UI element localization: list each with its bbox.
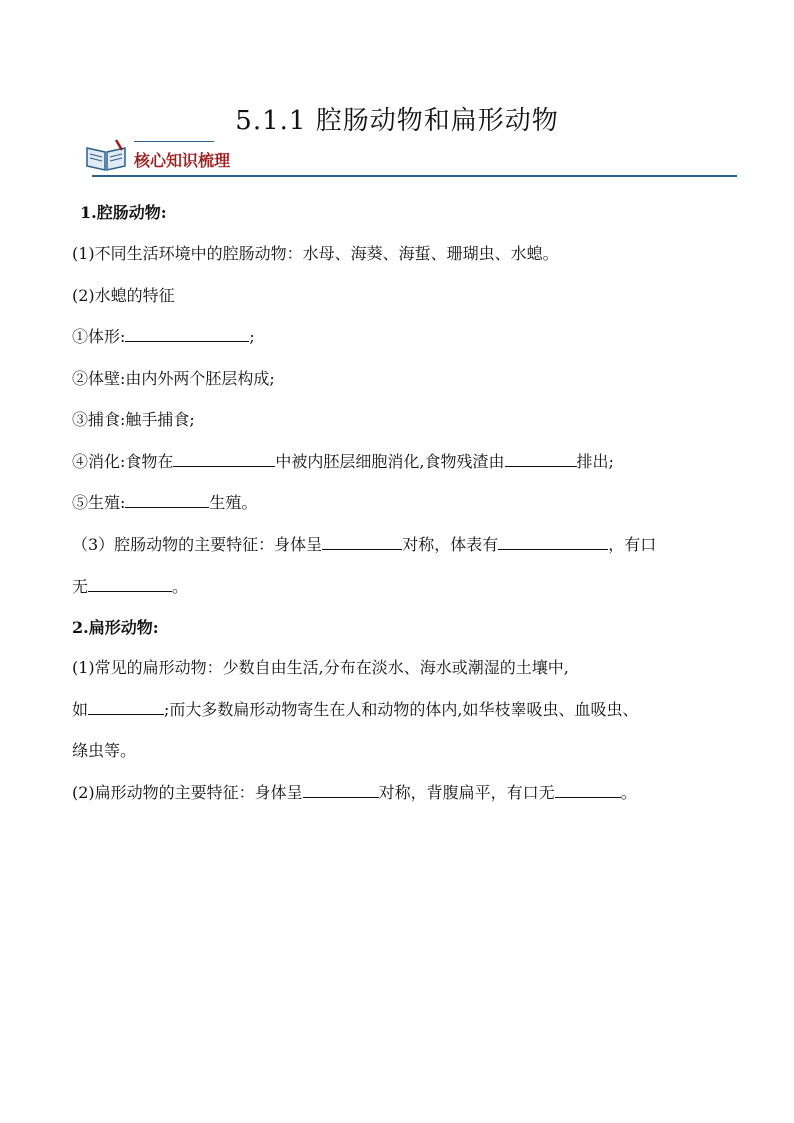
text-line [72,697,639,720]
text-segment: 如 [72,700,89,719]
text-line [72,324,255,347]
section-heading: 1.腔肠动物: [80,203,167,222]
text-segment: ⑤生殖: [72,493,126,512]
text-segment: 排出; [576,452,614,471]
answer-blank[interactable] [173,451,275,467]
answer-blank[interactable] [505,451,577,467]
text-segment: 对称，背腹扁平，有口无 [378,783,555,802]
text-line [72,574,188,597]
text-segment: 无 [72,577,89,596]
text-segment: ①体形: [72,327,126,346]
answer-blank[interactable] [498,534,608,550]
answer-blank[interactable] [125,326,249,342]
text-segment: 生殖。 [209,493,258,512]
text-line [72,780,637,803]
answer-blank[interactable] [125,492,209,508]
text-line: 绦虫等。 [72,741,137,760]
text-segment: (2)扁形动物的主要特征：身体呈 [72,783,303,802]
answer-blank[interactable] [88,699,164,715]
text-line: ③捕食:触手捕食; [72,410,195,429]
text-line [72,532,656,555]
page-title: 5.1.1 腔肠动物和扁形动物 [235,106,559,136]
text-segment: 。 [172,577,189,596]
text-segment: ，有口 [608,535,657,554]
text-segment: ④消化:食物在 [72,452,174,471]
text-segment: ; [249,327,255,346]
text-line [72,449,614,472]
text-line: (2)水螅的特征 [72,286,175,305]
section-header: 核心知识梳理 [134,151,231,170]
text-segment: 对称，体表有 [402,535,499,554]
text-segment: （3）腔肠动物的主要特征：身体呈 [72,535,323,554]
answer-blank[interactable] [303,782,379,798]
header-rule [92,175,737,177]
section-heading: 2.扁形动物: [72,618,159,637]
text-segment: 。 [620,783,637,802]
answer-blank[interactable] [88,576,172,592]
text-line: (1)不同生活环境中的腔肠动物：水母、海葵、海蜇、珊瑚虫、水螅。 [72,244,559,263]
text-line [72,490,257,513]
text-segment: 中被内胚层细胞消化,食物残渣由 [275,452,505,471]
text-segment: ;而大多数扁形动物寄生在人和动物的体内,如华枝睾吸虫、血吸虫、 [164,700,639,719]
answer-blank[interactable] [322,534,402,550]
answer-blank[interactable] [555,782,621,798]
text-line: ②体壁:由内外两个胚层构成; [72,369,275,388]
header-top-line [134,141,214,142]
text-line: (1)常见的扁形动物：少数自由生活,分布在淡水、海水或潮湿的土壤中, [72,658,569,677]
book-pen-icon [84,138,128,174]
